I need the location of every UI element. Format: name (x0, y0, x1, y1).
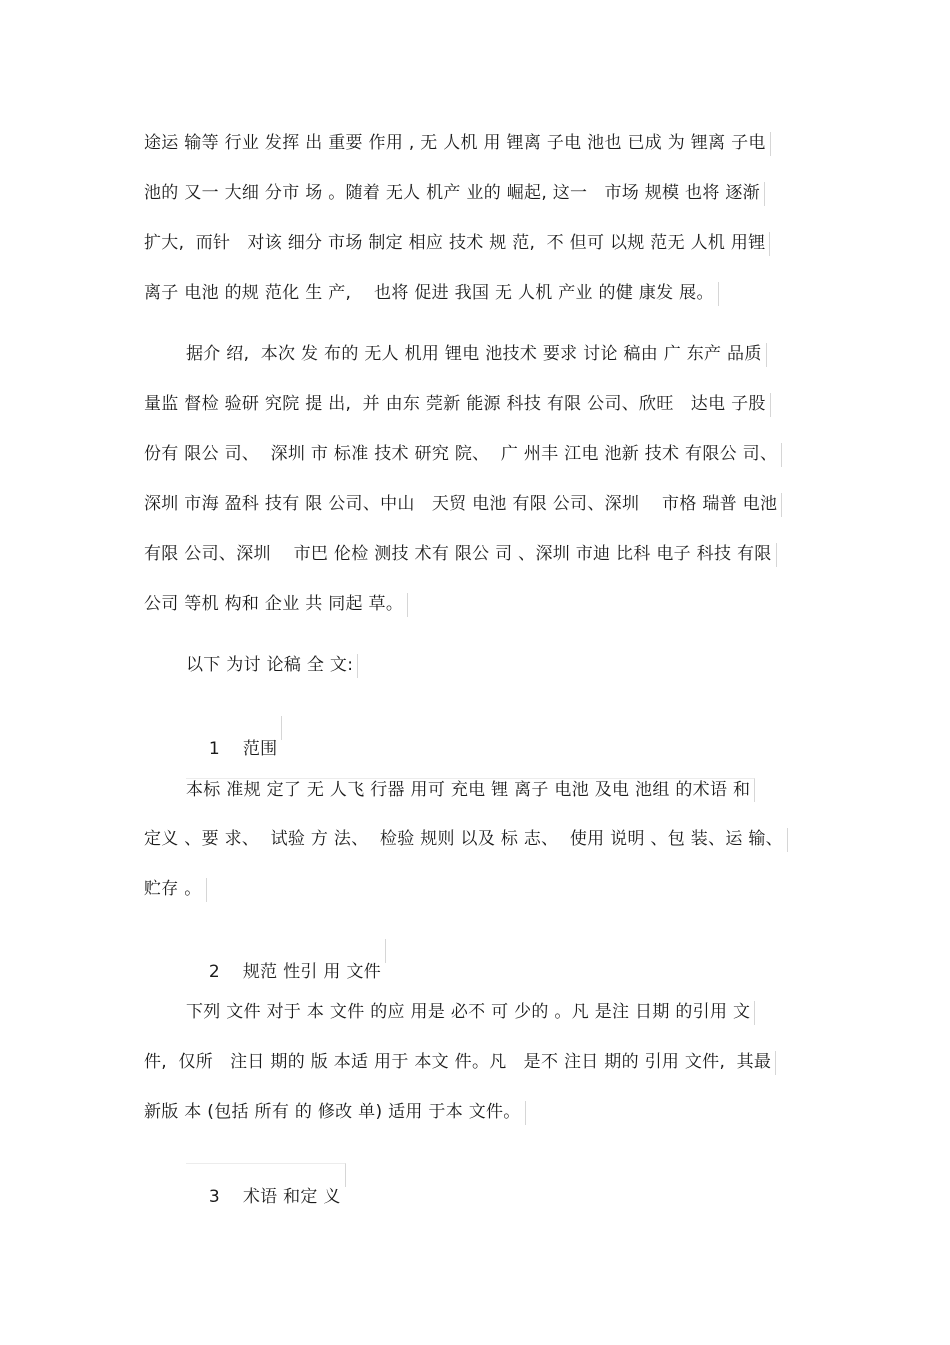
section-1-line-1: 本标 准规 定了 无 人飞 行器 用可 充电 锂 离子 电池 及电 池组 的术语 和 (186, 778, 755, 802)
section-3-title: 术语 和定 义 (242, 1187, 341, 1207)
section-2-line-2: 件, 仅所 注日 期的 版 本适 用于 本文 件。凡 是不 注日 期的 引用 文件, 其最 (144, 1051, 776, 1075)
section-2-title: 规范 性引 用 文件 (242, 962, 382, 982)
section-2-line-3: 新版 本 (包括 所有 的 修改 单) 适用 于本 文件。 (144, 1101, 526, 1125)
paragraph-1-line-2: 池的 又一 大细 分市 场 。随着 无人 机产 业的 崛起, 这一 市场 规模 也将 逐渐 (144, 182, 765, 206)
intro-line: 以下 为讨 论稿 全 文: (186, 654, 358, 678)
section-2-line-1: 下列 文件 对于 本 文件 的应 用是 必不 可 少的 。凡 是注 日期 的引用 文 (186, 1001, 755, 1025)
section-1-title: 范围 (242, 739, 278, 759)
section-1-line-3: 贮存 。 (144, 878, 207, 902)
paragraph-2-line-1: 据介 绍, 本次 发 布的 无人 机用 锂电 池技术 要求 讨论 稿由 广 东产 品质 (186, 343, 767, 367)
section-1-line-2: 定义 、要 求、 试验 方 法、 检验 规则 以及 标 志、 使用 说明 、包 装、运 输、 (144, 828, 788, 852)
section-3-number: 3 (208, 1187, 220, 1207)
section-1-heading (186, 716, 282, 759)
paragraph-1-line-1: 途运 输等 行业 发挥 出 重要 作用 , 无 人机 用 锂离 子电 池也 已成 为 锂离 子电 (144, 132, 771, 156)
paragraph-2-line-4: 深圳 市海 盈科 技有 限 公司、中山 天贸 电池 有限 公司、深圳 市格 瑞普 电池 (144, 493, 782, 517)
paragraph-2-line-5: 有限 公司、深圳 市巴 伦检 测技 术有 限公 司 、深圳 市迪 比科 电子 科技 有限 (144, 543, 777, 567)
paragraph-2-line-6: 公司 等机 构和 企业 共 同起 草。 (144, 593, 408, 617)
paragraph-2-line-3: 份有 限公 司、 深圳 市 标准 技术 研究 院、 广 州丰 江电 池新 技术 有限公 司、 (144, 443, 782, 467)
section-1-number: 1 (208, 739, 220, 759)
section-2-heading (186, 939, 386, 982)
section-3-heading (186, 1163, 346, 1207)
paragraph-2-line-2: 量监 督检 验研 究院 提 出, 并 由东 莞新 能源 科技 有限 公司、欣旺 达电 子股 (144, 393, 771, 417)
paragraph-1-line-4: 离子 电池 的规 范化 生 产, 也将 促进 我国 无 人机 产业 的健 康发 展。 (144, 282, 719, 306)
section-2-number: 2 (208, 962, 220, 982)
paragraph-1-line-3: 扩大, 而针 对该 细分 市场 制定 相应 技术 规 范, 不 但可 以规 范无 人机 用锂 (144, 232, 770, 256)
